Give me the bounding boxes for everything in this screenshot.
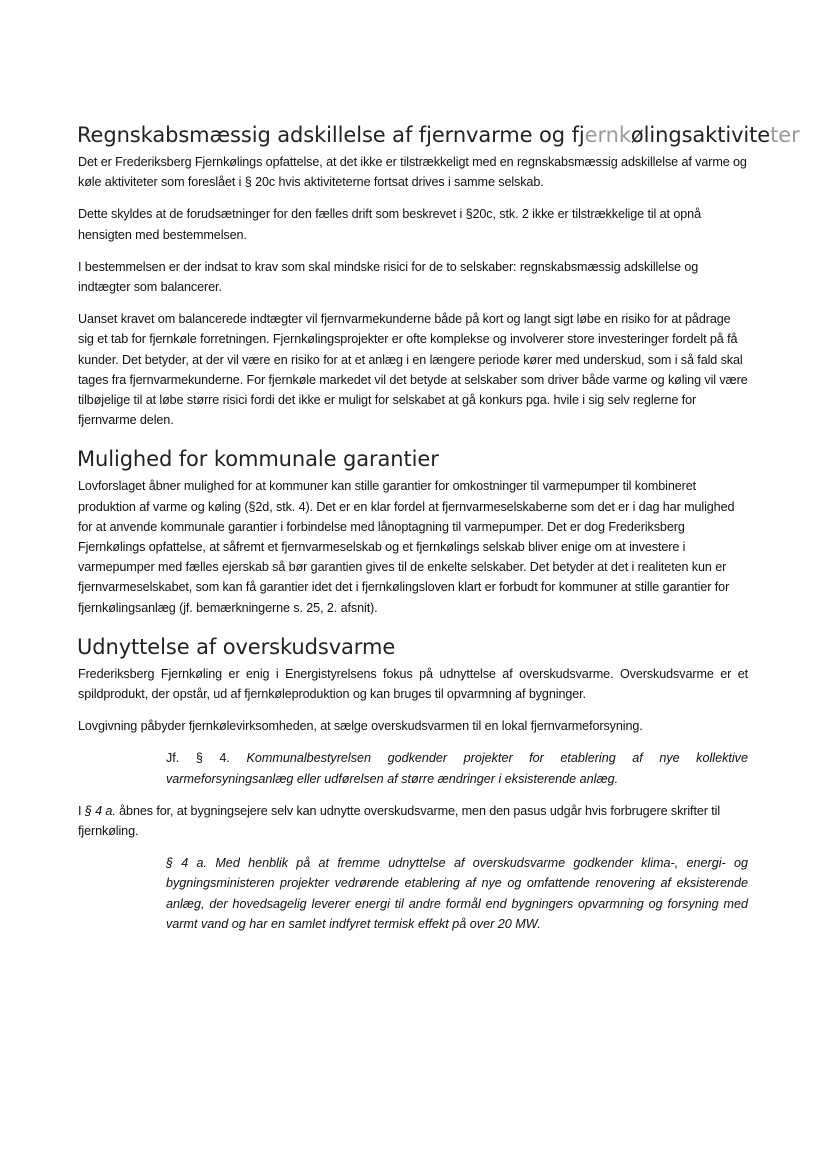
- section-regnskab: [77, 122, 800, 430]
- paragraph: Lovgivning påbyder fjernkølevirksomheden, at sælge overskudsvarmen til en lokal fjernvarmeforsyning.: [78, 719, 643, 734]
- section-overskudsvarme: [78, 634, 748, 934]
- paragraph: Det er Frederiksberg Fjernkølings opfattelse, at det ikke er tilstrækkeligt med en regnskabsmæssig adskillelse af varme og køle aktiviteter som foreslået i § 20c hvis aktiviteterne fortsat drives i samme selskab.: [78, 155, 747, 190]
- heading-faded-text: ernk: [584, 123, 631, 147]
- heading-faded-end: ter: [770, 123, 800, 147]
- law-quote: [166, 748, 748, 788]
- paragraph: Lovforslaget åbner mulighed for at kommuner kan stille garantier for omkostninger til varmepumper til kombineret produktion af varme og køling (§2d, stk. 4). Det er en klar fordel at fjernvarmeselskaberne som det er i dag har mulighed for at anvende kommunale garantier i forbindelse med lånoptagning til varmepumper. Det er dog Frederiksberg Fjernkølings opfattelse, at såfremt et fjernvarmeselskab og et fjernkølings selskab bliver enige om at investere i varmepumper med fælles ejerskab så bør garantien gives til de enkelte selskaber. Det betyder at det i realiteten kun er fjernvarmeselskabet, som kan få garantier idet det i fjernkølingsloven klart er forbudt for kommuner at stille garantier for fjernkølingsanlæg (jf. bemærkningerne s. 25, 2. afsnit).: [78, 479, 735, 615]
- document-body: [77, 122, 800, 946]
- section-heading: [77, 122, 800, 149]
- paragraph: Uanset kravet om balancerede indtægter vil fjernvarmekunderne både på kort og langt sigt løbe en risiko for at pådrage sig et tab for fjernkøle forretningen. Fjernkølingsprojekter er ofte komplekse og involverer store investeringer fordelt på få kunder. Det betyder, at der vil være en risiko for at et anlæg i en længere periode kører med underskud, som i så fald skal tages fra fjernvarmekunderne. For fjernkøle markedet vil det betyde at selskaber som driver både varme og køling vil være tilbøjelige til at løbe større risici fordi det ikke er muligt for selskabet at gå konkurs pga. hvile i sig selv reglerne for fjernvarme delen.: [78, 312, 748, 428]
- paragraph: Dette skyldes at de forudsætninger for den fælles drift som beskrevet i §20c, stk. 2 ikke er tilstrækkelige til at opnå hensigten med bestemmelsen.: [78, 207, 701, 242]
- section-reference: § 4 a.: [84, 803, 116, 818]
- law-quote: § 4 a. Med henblik på at fremme udnyttelse af overskudsvarme godkender klima-, energi- og bygningsministeren projekter vedrørende etablering af nye og omfattende renovering af eksisterende anlæg, der hovedsagelig leverer energi til andre formål end bygningers opvarmning og forsyning med varmt vand og har en samlet indfyret termisk effekt på over 20 MW.: [166, 856, 748, 931]
- section-kommunale-garantier: [78, 446, 748, 617]
- paragraph: [78, 801, 748, 841]
- section-heading: Mulighed for kommunale garantier: [77, 447, 439, 472]
- quote-text: Kommunalbestyrelsen godkender projekter for etablering af nye kollektive varmeforsyningsanlæg eller udførelsen af større ændringer i eksisterende anlæg.: [166, 751, 748, 786]
- heading-text: Regnskabsmæssig adskillelse af fjernvarme og fj: [77, 123, 585, 147]
- heading-text-rest: ølingsaktivite: [630, 123, 771, 147]
- paragraph-text: I: [78, 803, 85, 818]
- paragraph-text: åbnes for, at bygningsejere selv kan udnytte overskudsvarme, men den pasus udgår hvis forbrugere skrifter til fjernkøling.: [78, 803, 721, 839]
- paragraph: I bestemmelsen er der indsat to krav som skal mindske risici for de to selskaber: regnskabsmæssig adskillelse og indtægter som balancerer.: [78, 259, 699, 295]
- paragraph: Frederiksberg Fjernkøling er enig i Energistyrelsens fokus på udnyttelse af overskudsvarme. Overskudsvarme er et spildprodukt, der opstår, ud af fjernkøleproduktion og kan bruges til opvarmning af bygninger.: [78, 666, 748, 702]
- quote-reference: Jf. § 4.: [166, 751, 247, 766]
- section-heading: Udnyttelse af overskudsvarme: [77, 634, 396, 659]
